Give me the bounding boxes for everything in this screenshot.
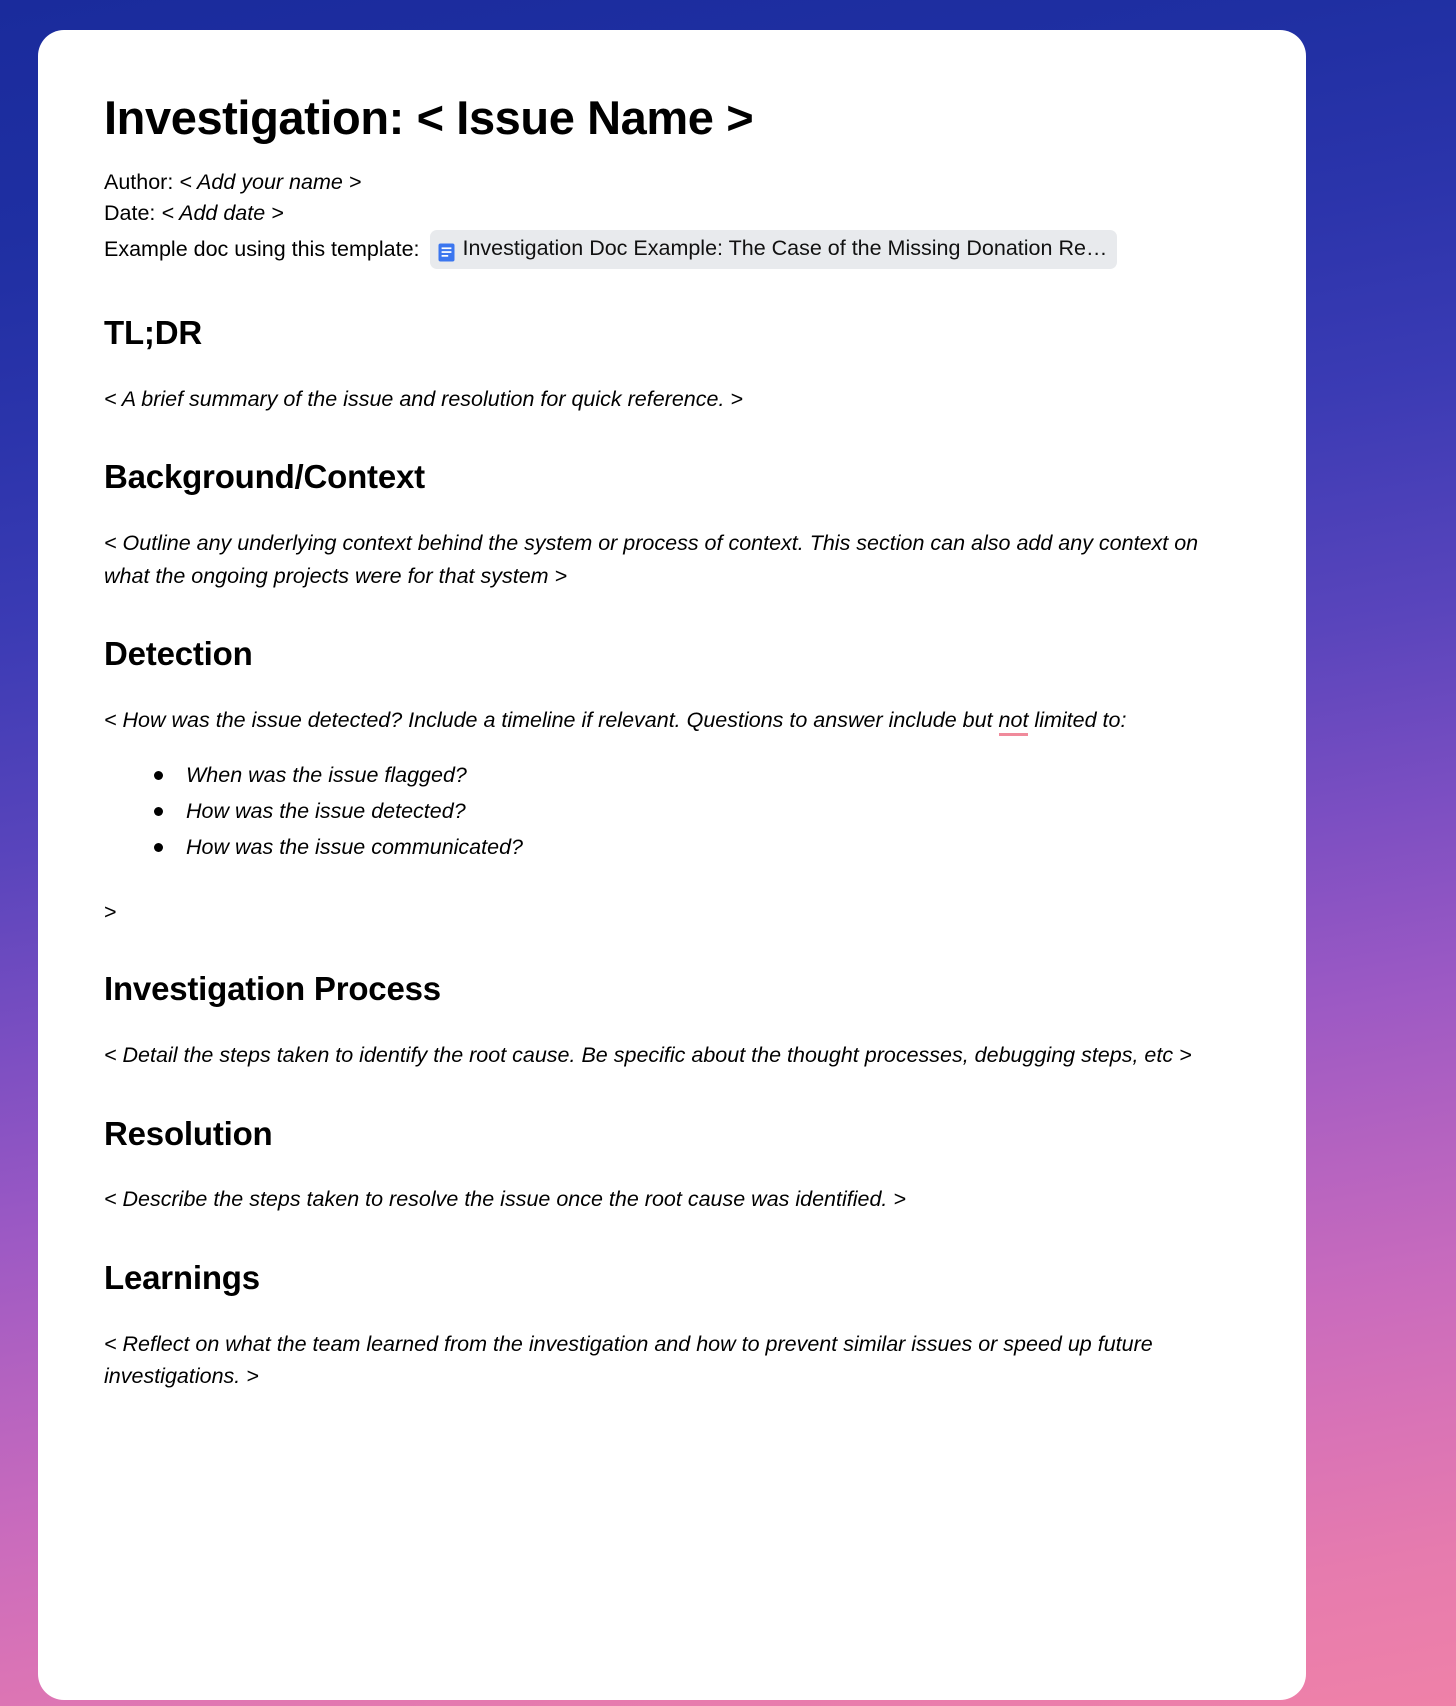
list-item[interactable]: When was the issue flagged?	[150, 759, 1236, 791]
section-heading-resolution: Resolution	[104, 1114, 273, 1152]
section-body-detection[interactable]	[104, 704, 1226, 737]
detection-question-list	[104, 759, 1236, 864]
page-wrapper	[38, 30, 1306, 1700]
detection-text-post: limited to:	[1028, 707, 1127, 732]
author-value[interactable]: < Add your name >	[179, 169, 362, 194]
page-title: Investigation: < Issue Name >	[104, 91, 754, 144]
spellcheck-word[interactable]: not	[999, 708, 1029, 736]
example-doc-label: Example doc using this template:	[104, 236, 420, 261]
google-docs-icon	[438, 240, 455, 259]
section-body-tldr[interactable]: < A brief summary of the issue and resolution for quick reference. >	[104, 386, 743, 411]
section-heading-investigation-process: Investigation Process	[104, 970, 441, 1008]
date-value[interactable]: < Add date >	[161, 201, 284, 226]
detection-closing-marker: >	[104, 900, 117, 925]
detection-text-pre: < How was the issue detected? Include a timeline if relevant. Questions to answer include but	[104, 707, 999, 732]
section-body-resolution[interactable]: < Describe the steps taken to resolve the issue once the root cause was identified. >	[104, 1187, 906, 1212]
section-heading-detection: Detection	[104, 635, 253, 673]
section-body-investigation-process[interactable]: < Detail the steps taken to identify the root cause. Be specific about the thought processes, debugging steps, etc >	[104, 1042, 1192, 1067]
example-doc-line	[104, 230, 1236, 269]
section-body-learnings[interactable]: < Reflect on what the team learned from the investigation and how to prevent similar issues or speed up future investigations. >	[104, 1331, 1153, 1389]
date-line	[104, 198, 1236, 230]
section-heading-tldr: TL;DR	[104, 314, 202, 352]
document-card	[38, 30, 1306, 1700]
author-line	[104, 167, 1236, 199]
section-body-background[interactable]: < Outline any underlying context behind the system or process of context. This section can also add any context on what the ongoing projects were for that system >	[104, 530, 1199, 588]
date-label: Date:	[104, 201, 162, 226]
example-doc-chip-label: Investigation Doc Example: The Case of the Missing Donation Re…	[462, 236, 1108, 261]
list-item[interactable]: How was the issue communicated?	[150, 831, 1236, 863]
section-heading-learnings: Learnings	[104, 1258, 260, 1296]
section-heading-background: Background/Context	[104, 458, 425, 496]
example-doc-chip[interactable]	[430, 230, 1118, 269]
list-item[interactable]: How was the issue detected?	[150, 795, 1236, 827]
author-label: Author:	[104, 169, 180, 194]
